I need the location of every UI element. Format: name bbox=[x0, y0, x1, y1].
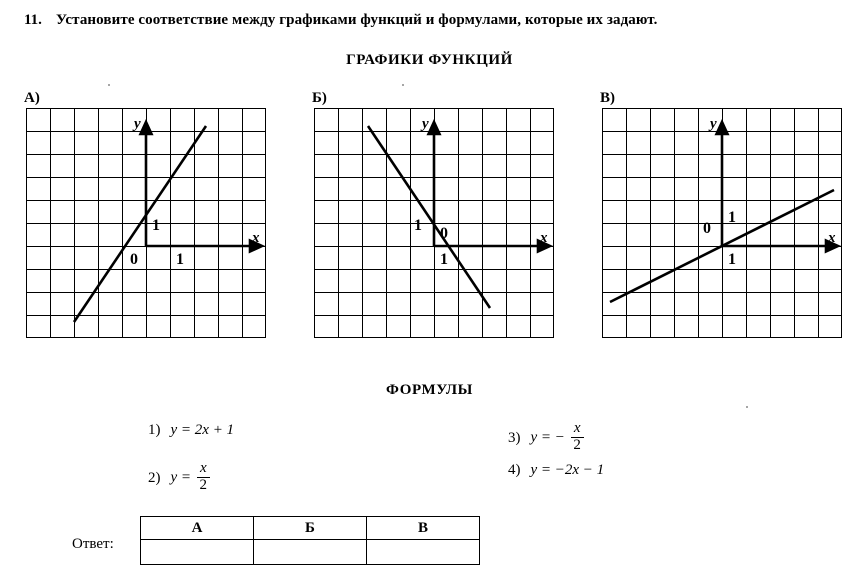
formula-sign-3: − bbox=[554, 429, 565, 446]
svg-text:1: 1 bbox=[728, 209, 736, 226]
question-text: Установите соответствие между графиками функций и формулами, которые их задают. bbox=[55, 12, 658, 28]
formula-index-3: 3) bbox=[508, 429, 521, 446]
formula-item-3 bbox=[508, 422, 586, 455]
answer-label: Ответ: bbox=[72, 536, 114, 552]
scan-speck bbox=[108, 84, 110, 86]
formula-lhs-1: y = bbox=[170, 422, 192, 438]
formula-body-1 bbox=[171, 422, 235, 439]
formula-rhs-4: −2x − 1 bbox=[554, 462, 605, 478]
formula-item-2 bbox=[148, 462, 212, 495]
answer-table bbox=[140, 516, 480, 565]
svg-text:1: 1 bbox=[728, 251, 736, 268]
svg-text:y: y bbox=[422, 116, 429, 132]
formula-index-4: 4) bbox=[508, 462, 521, 478]
formula-index-1: 1) bbox=[148, 422, 161, 438]
formula-lhs-2: y = bbox=[170, 469, 192, 486]
answer-header-v: В bbox=[367, 517, 480, 540]
formula-denominator-2: 2 bbox=[199, 476, 208, 493]
svg-text:0: 0 bbox=[440, 225, 448, 242]
formula-body-2 bbox=[171, 462, 212, 495]
svg-text:1: 1 bbox=[440, 251, 448, 268]
formula-fraction-2 bbox=[197, 461, 210, 494]
table-header-row bbox=[141, 517, 480, 540]
question-number: 11. bbox=[24, 12, 42, 28]
svg-text:1: 1 bbox=[414, 217, 422, 234]
answer-cell-a[interactable] bbox=[141, 540, 254, 565]
answer-header-b: Б bbox=[254, 517, 367, 540]
svg-text:0: 0 bbox=[703, 220, 711, 237]
formula-denominator-3: 2 bbox=[573, 436, 581, 453]
formula-body-4 bbox=[531, 462, 605, 479]
answer-header-a: А bbox=[141, 517, 254, 540]
graphs-section-title: ГРАФИКИ ФУНКЦИЙ bbox=[346, 52, 513, 68]
formulas-section-title: ФОРМУЛЫ bbox=[386, 382, 473, 398]
formula-lhs-4: y = bbox=[530, 462, 552, 478]
table-row bbox=[141, 540, 480, 565]
graph-label-b: Б) bbox=[312, 90, 327, 106]
formula-numerator-3: x bbox=[573, 420, 581, 436]
formula-numerator-2: x bbox=[199, 460, 207, 476]
question-header bbox=[24, 12, 844, 29]
svg-text:x: x bbox=[540, 230, 548, 246]
svg-text:1: 1 bbox=[176, 251, 184, 268]
formula-rhs-1: 2x + 1 bbox=[194, 422, 235, 438]
graph-canvas-a bbox=[26, 108, 266, 338]
formula-body-3 bbox=[531, 422, 586, 455]
graph-canvas-v bbox=[602, 108, 842, 338]
graph-label-a: А) bbox=[24, 90, 40, 106]
graph-label-v: В) bbox=[600, 90, 615, 106]
graph-canvas-b bbox=[314, 108, 554, 338]
scan-speck bbox=[402, 84, 404, 86]
scan-speck bbox=[746, 406, 748, 408]
svg-text:y: y bbox=[134, 116, 141, 132]
answer-cell-v[interactable] bbox=[367, 540, 480, 565]
formula-lhs-3: y = bbox=[530, 429, 552, 446]
formula-fraction-3 bbox=[571, 421, 584, 454]
answer-cell-b[interactable] bbox=[254, 540, 367, 565]
svg-text:x: x bbox=[828, 230, 836, 246]
svg-text:0: 0 bbox=[130, 251, 138, 268]
formula-index-2: 2) bbox=[148, 469, 161, 486]
svg-text:1: 1 bbox=[152, 217, 160, 234]
svg-text:x: x bbox=[252, 230, 260, 246]
svg-text:y: y bbox=[710, 116, 717, 132]
formula-item-4 bbox=[508, 462, 604, 479]
formula-item-1 bbox=[148, 422, 234, 439]
